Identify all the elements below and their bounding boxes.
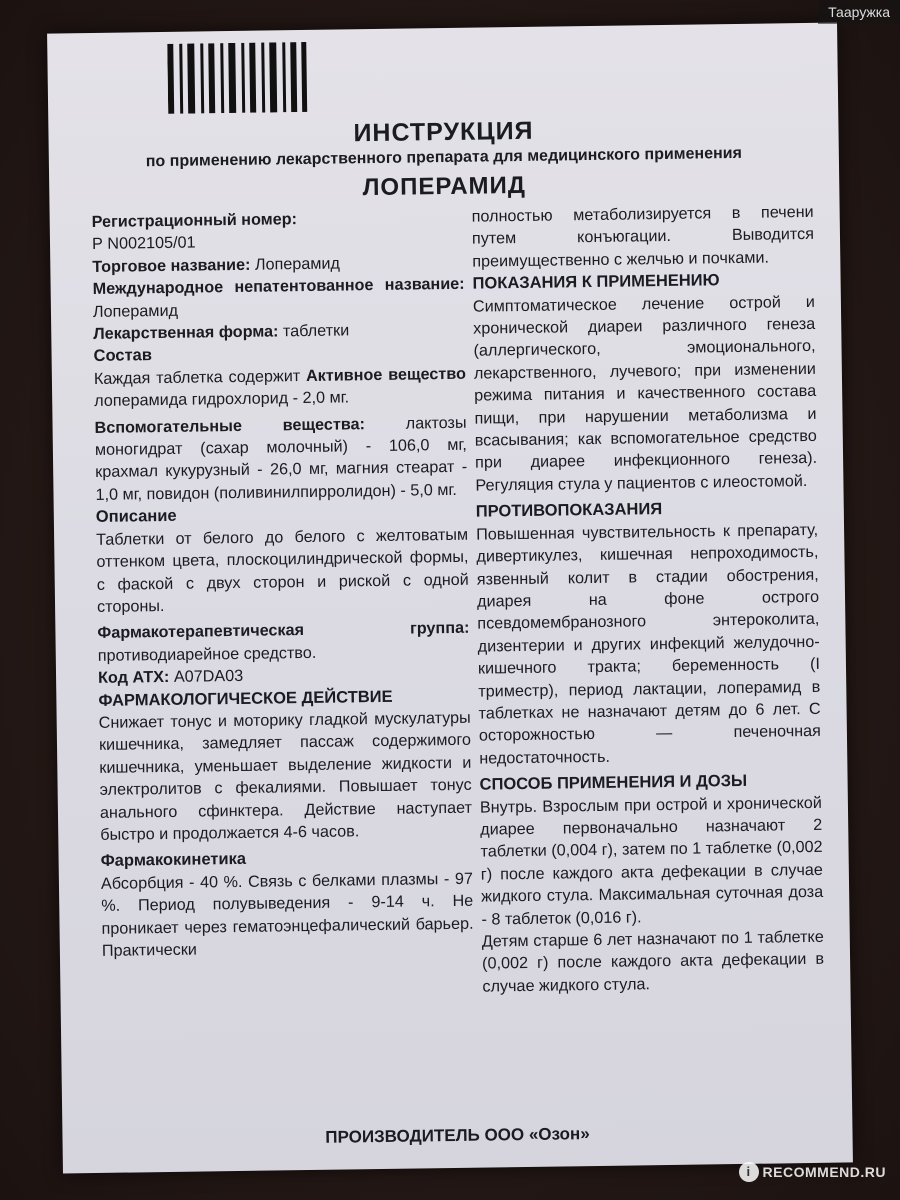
watermark-bottom-right — [739, 1162, 886, 1182]
watermark-top-right: Таарyжка — [818, 0, 900, 24]
right-column — [472, 201, 825, 998]
inn-label: Международное непатентованное название: — [92, 274, 465, 299]
registration-number: Р N002105/01 — [91, 233, 196, 254]
inn-block — [92, 273, 465, 323]
atc-label: Код АТХ: — [97, 668, 170, 688]
pharm-group-value: противодиарейное средство. — [97, 643, 317, 665]
watermark-text: RECOMMEND.RU — [762, 1164, 886, 1180]
pharm-group-block — [97, 617, 470, 667]
contraindications-heading: ПРОТИВОПОКАЗАНИЯ — [475, 500, 663, 521]
pharmacological-action-heading: ФАРМАКОЛОГИЧЕСКОЕ ДЕЙСТВИЕ — [98, 687, 393, 710]
dosage-text-children: Детям старше 6 лет назначают по 1 таблетке (0,002 г) после каждого акта дефекации в случае жидкого стула. — [481, 927, 825, 996]
composition-intro: Каждая таблетка содержит — [93, 366, 307, 388]
description-text: Таблетки от белого до белого с желтоватым оттенком цвета, плоскоцилиндрической формы, с фаской с двух сторон и риской с одной стороны. — [96, 525, 469, 616]
document-subtitle: по применению лекарственного препарата для медицинского применения — [145, 144, 742, 171]
pharmacological-action-text: Снижает тонус и моторику гладкой мускулатуры кишечника, замедляет пассаж содержимого кишечника, уменьшает выделение жидкости и электролитов с фекалиями. Повышает тонус анального сфинктера. Действие наступает быстро и продолжается 4-6 часов. — [98, 708, 473, 844]
contraindications-text: Повышенная чувствительность к препарату, дивертикулез, кишечная непроходимость, язвенный колит в стадии обострения, диарея на фоне острого псевдомембранозного энтероколита, дизентерии и других инфекций желудочно-кишечного тракта; беременность (I триместр), период лактации, лоперамид в таблетках не назначают детям до 6 лет. С осторожностью — печеночная недостаточность. — [475, 520, 822, 768]
excipients-value: лактозы моногидрат (сахар молочный) - 106,0 мг, крахмал кукурузный - 26,0 мг, магния стеарат - 1,0 мг, повидон (поливинилпирролидон) - 5,0 мг. — [94, 413, 468, 504]
excipients-block — [94, 411, 467, 506]
pharm-group-label: Фармакотерапевтическая группа: — [97, 619, 470, 643]
drug-name: ЛОПЕРАМИД — [362, 171, 527, 202]
watermark-logo-icon: i — [739, 1162, 759, 1182]
instruction-leaflet — [47, 23, 853, 1174]
dosage-form-label: Лекарственная форма: — [93, 322, 279, 343]
registration-label: Регистрационный номер: — [91, 210, 298, 231]
manufacturer-line: ПРОИЗВОДИТЕЛЬ ООО «Озон» — [325, 1124, 590, 1147]
pharmacokinetics-continued: полностью метаболизируется в печени путем конъюгации. Выводится преимущественно с желчью и почками. — [471, 202, 815, 271]
dosage-heading: СПОСОБ ПРИМЕНЕНИЯ И ДОЗЫ — [479, 772, 748, 794]
dosage-form-value: таблетки — [278, 321, 350, 341]
composition-heading: Состав — [93, 346, 153, 366]
left-column — [92, 206, 474, 963]
description-heading: Описание — [95, 507, 177, 527]
indications-heading: ПОКАЗАНИЯ К ПРИМЕНЕНИЮ — [472, 271, 720, 293]
trade-name-value: Лоперамид — [250, 254, 341, 274]
barcode-image — [167, 42, 308, 114]
dosage-text-adults: Внутрь. Взрослым при острой и хронической диарее первоначально назначают 2 таблетки (0,004 г), затем по 1 таблетке (0,002 г) после каждого акта дефекации в случае жидкого стула. Максимальная суточная доза - 8 таблеток (0,016 г). — [479, 793, 824, 929]
indications-text: Симптоматическое лечение острой и хронической диареи различного генеза (аллергического, эмоционального, лекарственного, лучевого; при изменении режима питания и качественного состава пищи, при нарушении метаболизма и всасывания; как вспомогательное средство при диарее инфекционного генеза). Регуляция стула у пациентов с илеостомой. — [472, 292, 818, 495]
composition-text — [94, 363, 467, 413]
pharmacokinetics-text: Абсорбция - 40 %. Связь с белками плазмы - 97 %. Период полувыведения - 9-14 ч. Не проникает через гематоэнцефалический барьер. Практически — [100, 869, 474, 960]
atc-value: A07DA03 — [169, 667, 244, 687]
document-title: ИНСТРУКЦИЯ — [353, 116, 534, 148]
active-substance-label: Активное вещество — [305, 364, 467, 385]
inn-value: Лоперамид — [92, 301, 179, 321]
pharmacokinetics-heading: Фармакокинетика — [100, 850, 247, 871]
registration-block — [92, 206, 465, 256]
trade-name-label: Торговое название: — [92, 255, 251, 276]
active-substance-value: лоперамида гидрохлорид - 2,0 мг. — [94, 388, 350, 411]
excipients-label: Вспомогательные вещества: — [94, 414, 366, 437]
